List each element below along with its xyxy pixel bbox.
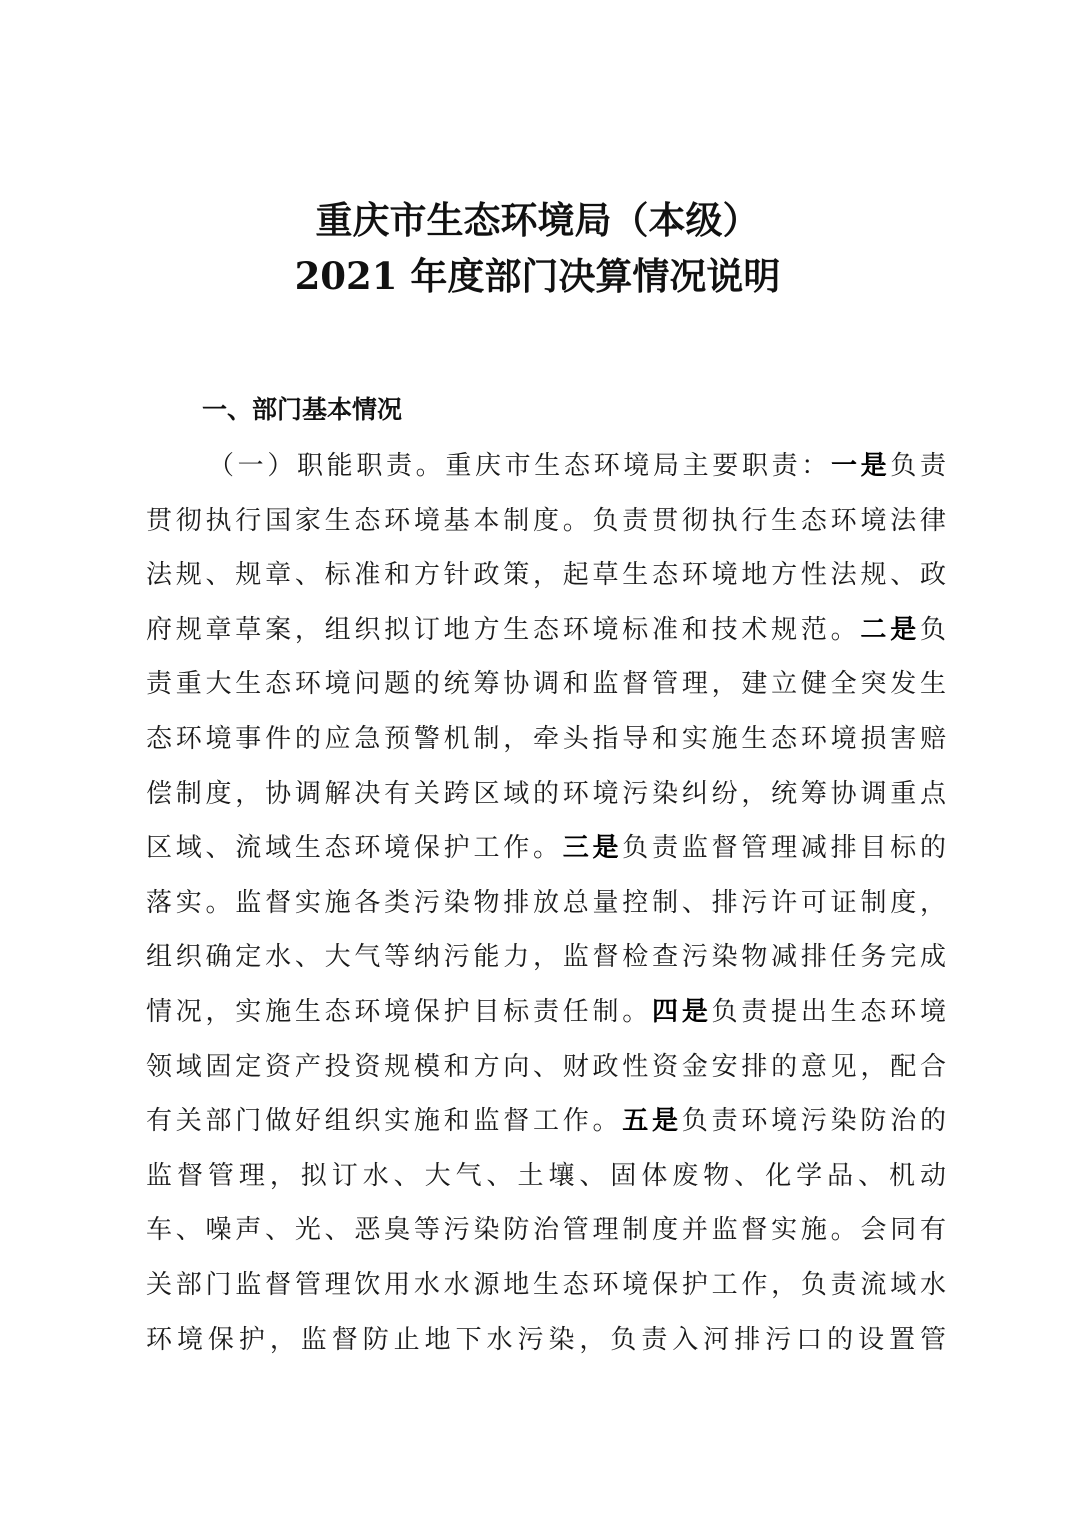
emphasis-label: 五是	[622, 1106, 682, 1137]
line-text: 监督管理，拟订水、大气、土壤、固体废物、化学品、机动	[146, 1160, 946, 1191]
line-text: 领域固定资产投资规模和方向、财政性资金安排的意见，配合	[146, 1051, 946, 1082]
line-text: 法规、规章、标准和方针政策，起草生态环境地方性法规、政	[146, 560, 946, 591]
line-text: 负责监督管理减排目标的	[622, 833, 946, 864]
body-line	[146, 1047, 946, 1102]
body-line	[146, 1156, 946, 1211]
emphasis-label: 三是	[562, 833, 623, 864]
line-text: 环境保护，监督防止地下水污染，负责入河排污口的设置管	[146, 1324, 946, 1355]
body-line	[146, 1210, 946, 1265]
document-title-line-1: 重庆市生态环境局（本级）	[315, 198, 760, 242]
body-line	[146, 828, 946, 883]
line-text: 态环境事件的应急预警机制，牵头指导和实施生态环境损害赔	[146, 723, 946, 754]
body-line	[146, 501, 946, 556]
emphasis-label: 四是	[652, 996, 712, 1027]
line-text: 情况，实施生态环境保护目标责任制。	[146, 996, 653, 1027]
line-text: 落实。监督实施各类污染物排放总量控制、排污许可证制度，	[146, 887, 946, 918]
line-text: 区域、流域生态环境保护工作。	[146, 833, 563, 864]
line-text: 负责提出生态环境	[711, 996, 946, 1027]
line-text: 组织确定水、大气等纳污能力，监督检查污染物减排任务完成	[146, 942, 946, 973]
body-text	[146, 446, 946, 1374]
section-heading: 一、部门基本情况	[202, 395, 403, 424]
line-text: 关部门监督管理饮用水水源地生态环境保护工作，负责流域水	[146, 1269, 946, 1300]
document-title-line-2: 2021 年度部门决算情况说明	[294, 254, 781, 298]
line-text: 偿制度，协调解决有关跨区域的环境污染纠纷，统筹协调重点	[146, 778, 946, 809]
line-text: 责重大生态环境问题的统筹协调和监督管理，建立健全突发生	[146, 669, 946, 700]
line-text: 府规章草案，组织拟订地方生态环境标准和技术规范。	[146, 614, 861, 645]
body-line	[146, 1265, 946, 1320]
body-line	[146, 883, 946, 938]
body-line	[146, 937, 946, 992]
body-line	[146, 1320, 946, 1375]
body-line	[146, 664, 946, 719]
line-text: 车、噪声、光、恶臭等污染防治管理制度并监督实施。会同有	[146, 1215, 946, 1246]
line-text: 负责	[890, 451, 946, 481]
line-text: 负	[919, 614, 946, 645]
body-line	[146, 774, 946, 829]
body-line	[146, 610, 946, 665]
line-text: 有关部门做好组织实施和监督工作。	[146, 1106, 623, 1137]
line-text: 负责环境污染防治的	[681, 1106, 946, 1137]
emphasis-label: 一是	[830, 451, 891, 481]
body-line	[146, 719, 946, 774]
body-line	[146, 555, 946, 610]
line-text: 贯彻执行国家生态环境基本制度。负责贯彻执行生态环境法律	[146, 505, 946, 536]
emphasis-label: 二是	[860, 614, 920, 645]
body-line	[146, 446, 946, 501]
line-text: （一）职能职责。重庆市生态环境局主要职责：	[208, 451, 831, 481]
body-line	[146, 1101, 946, 1156]
body-line	[146, 992, 946, 1047]
